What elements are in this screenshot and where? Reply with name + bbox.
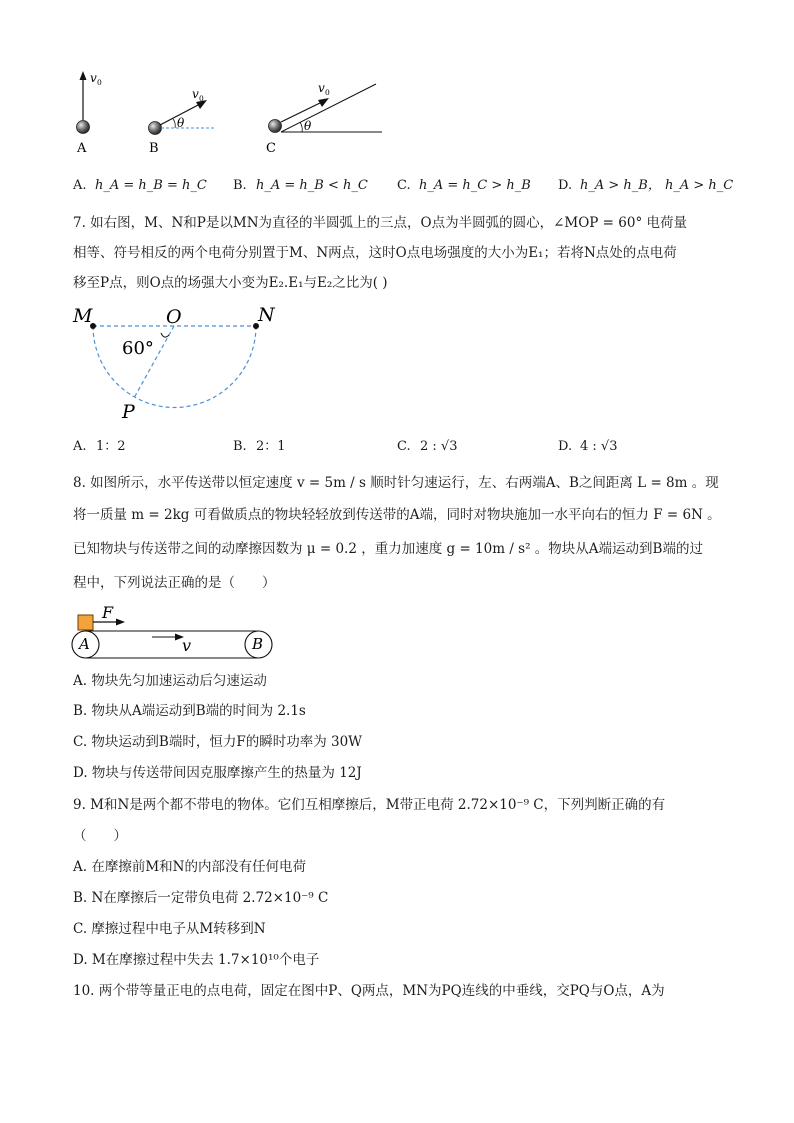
q9-option-c: C. 摩擦过程中电子从M转移到N: [73, 921, 266, 937]
force-label: F: [102, 603, 114, 622]
q8-line-2: 将一质量 m = 2kg 可看做质点的物块轻轻放到传送带的A端，同时对物块施加一水平向右的恒力 F = 6N 。: [73, 507, 721, 523]
pulley-b-label: B: [252, 635, 264, 653]
q7-figure: [70, 302, 290, 424]
q8-option-b: B. 物块从A端运动到B端的时间为 2.1s: [73, 703, 306, 719]
block: [78, 615, 93, 630]
q7-option-c-letter: C.: [397, 439, 411, 454]
v0-label-a: v: [90, 71, 97, 85]
q7-option-d-text: 4 : √3: [580, 439, 618, 454]
ball-b-diagram: [149, 87, 215, 156]
q9-line-2: （ ）: [73, 828, 127, 844]
q7-line-2: 相等、符号相反的两个电荷分别置于M、N两点，这时O点电场强度的大小为E₁；若将N点处的点电荷: [73, 245, 677, 261]
q7-option-d-letter: D.: [558, 439, 573, 454]
q9-option-b: B. N在摩擦后一定带负电荷 2.72×10⁻⁹ C: [73, 890, 329, 906]
q7-option-b-text: 2：1: [256, 439, 286, 454]
q6-option-a-text: h_A = h_B = h_C: [95, 178, 207, 193]
label-c: C: [266, 141, 276, 156]
label-a: A: [77, 141, 87, 156]
pulley-a-label: A: [79, 635, 90, 653]
q8-line-3: 已知物块与传送带之间的动摩擦因数为 μ = 0.2 ，重力加速度 g = 10m / s² 。物块从A端运动到B端的过: [73, 541, 703, 557]
q7-option-c-text: 2 : √3: [420, 439, 458, 454]
v0-label-c: v: [318, 81, 325, 95]
q8-line-1: 8. 如图所示，水平传送带以恒定速度 v = 5m / s 顺时针匀速运行，左、右两端A、B之间距离 L = 8m 。现: [73, 475, 719, 491]
velocity-label: v: [182, 636, 192, 655]
label-b: B: [149, 141, 159, 156]
q6-option-d-letter: D.: [558, 178, 573, 193]
q9-option-a: A. 在摩擦前M和N的内部没有任何电荷: [73, 859, 306, 875]
q8-option-a: A. 物块先匀加速运动后匀速运动: [73, 673, 267, 689]
q6-figure: [60, 62, 400, 160]
label-p: P: [122, 401, 135, 423]
q10-line-1: 10. 两个带等量正电的点电荷，固定在图中P、Q两点，MN为PQ连线的中垂线，交PQ与O点，A为: [73, 983, 665, 999]
q9-option-d: D. M在摩擦过程中失去 1.7×10¹⁰个电子: [73, 952, 320, 968]
q6-option-d-text: h_A > h_B， h_A > h_C: [580, 178, 734, 193]
theta-label-b: θ: [177, 116, 185, 130]
q8-option-c: C. 物块运动到B端时，恒力F的瞬时功率为 30W: [73, 734, 363, 750]
q8-conveyor-figure: [70, 603, 280, 665]
v0-sub-b: 0: [199, 94, 204, 103]
q7-option-a-letter: A.: [73, 439, 87, 454]
q6-option-c-text: h_A = h_C > h_B: [419, 178, 531, 193]
q7-option-b-letter: B.: [233, 439, 247, 454]
v0-label-b: v: [192, 87, 199, 101]
angle-label: 60°: [122, 338, 154, 359]
label-n: N: [258, 304, 275, 326]
q6-option-a-letter: A.: [73, 178, 87, 193]
q7-option-a-text: 1：2: [96, 439, 126, 454]
q7-line-3: 移至P点，则O点的场强大小变为E₂.E₁与E₂之比为( ): [73, 275, 388, 291]
label-o: O: [166, 306, 182, 328]
ball-a-diagram: [76, 71, 102, 156]
q7-line-1: 7. 如右图，M、N和P是以MN为直径的半圆弧上的三点，O点为半圆弧的圆心，∠MOP = 60° 电荷量: [73, 215, 687, 231]
v0-sub-a: 0: [97, 78, 102, 87]
ball-c-diagram: [266, 81, 382, 156]
q9-line-1: 9. M和N是两个都不带电的物体。它们互相摩擦后，M带正电荷 2.72×10⁻⁹ C，下列判断正确的有: [73, 797, 666, 813]
theta-label-c: θ: [304, 119, 312, 133]
q8-line-4: 程中，下列说法正确的是（ ）: [73, 575, 276, 591]
q8-option-d: D. 物块与传送带间因克服摩擦产生的热量为 12J: [73, 765, 362, 781]
q6-option-c-letter: C.: [397, 178, 411, 193]
q6-option-b-text: h_A = h_B < h_C: [256, 178, 368, 193]
q6-option-b-letter: B.: [233, 178, 247, 193]
label-m: M: [73, 305, 93, 327]
v0-sub-c: 0: [325, 88, 330, 97]
